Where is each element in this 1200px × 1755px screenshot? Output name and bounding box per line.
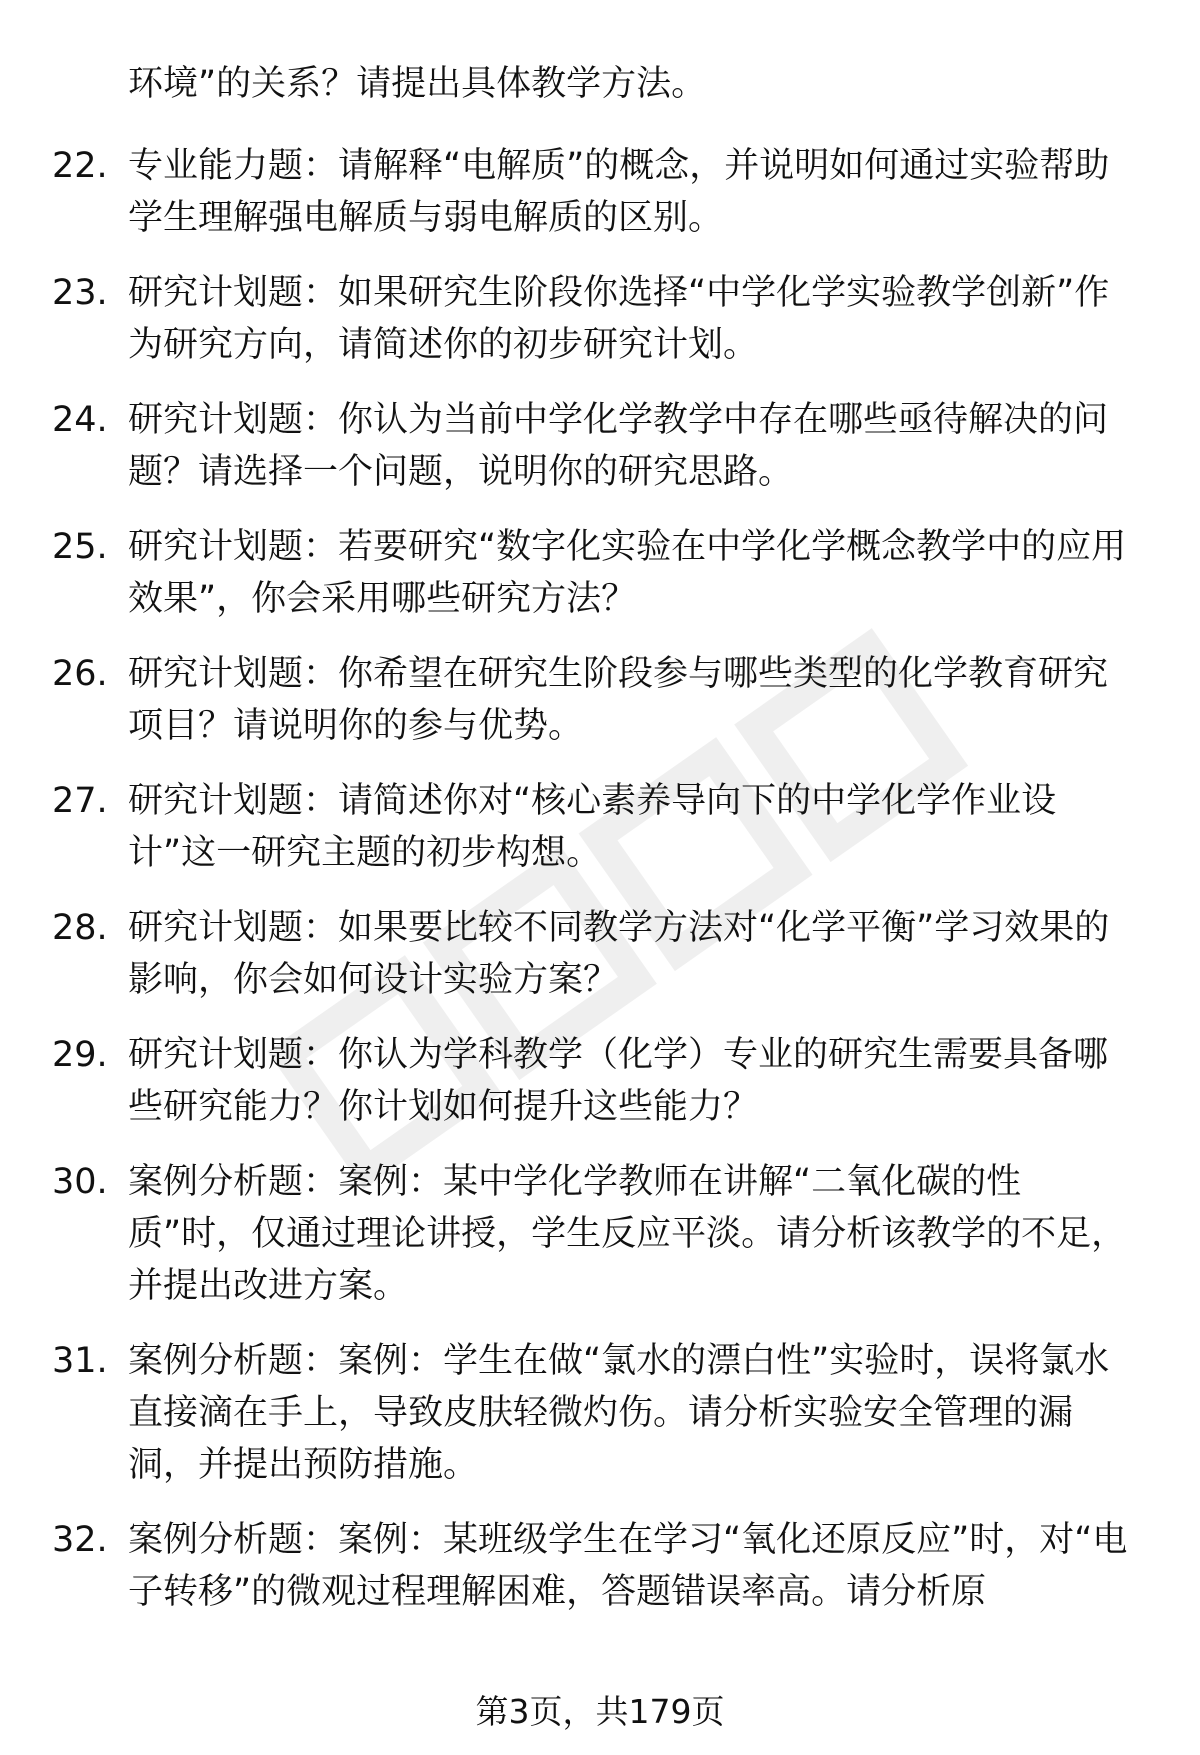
question-number: 29. [52, 1035, 108, 1075]
question-text: 案例分析题：案例：学生在做“氯水的漂白性”实验时，误将氯水直接滴在手上，导致皮肤轻微灼伤。请分析实验安全管理的漏洞，并提出预防措施。 [128, 1341, 1110, 1485]
question-text: 研究计划题：请简述你对“核心素养导向下的中学化学作业设计”这一研究主题的初步构想。 [128, 781, 1057, 873]
question-text: 案例分析题：案例：某中学化学教师在讲解“二氧化碳的性质”时，仅通过理论讲授，学生反应平淡。请分析该教学的不足，并提出改进方案。 [128, 1162, 1127, 1306]
question-text: 研究计划题：如果研究生阶段你选择“中学化学实验教学创新”作为研究方向，请简述你的初步研究计划。 [128, 273, 1110, 365]
question-number: 30. [52, 1162, 108, 1202]
question-text: 案例分析题：案例：某班级学生在学习“氧化还原反应”时，对“电子转移”的微观过程理解困难，答题错误率高。请分析原 [128, 1520, 1128, 1612]
question-item-31 [0, 1335, 1200, 1491]
question-list [0, 140, 1200, 1641]
question-number: 23. [52, 273, 108, 313]
question-number: 31. [52, 1341, 108, 1381]
question-number: 27. [52, 781, 108, 821]
question-text: 专业能力题：请解释“电解质”的概念，并说明如何通过实验帮助学生理解强电解质与弱电解质的区别。 [128, 146, 1110, 238]
page-footer: 第3页，共179页 [475, 1692, 725, 1731]
question-item-27 [0, 775, 1200, 879]
question-item-29 [0, 1029, 1200, 1133]
question-item-32 [0, 1514, 1200, 1618]
continuation-text: 环境”的关系？请提出具体教学方法。 [128, 64, 707, 104]
question-item-24 [0, 394, 1200, 498]
question-text: 研究计划题：若要研究“数字化实验在中学化学概念教学中的应用效果”，你会采用哪些研究方法？ [128, 527, 1127, 619]
question-item-26 [0, 648, 1200, 752]
question-item-25 [0, 521, 1200, 625]
question-number: 25. [52, 527, 108, 567]
question-item-22 [0, 140, 1200, 244]
question-number: 22. [52, 146, 108, 186]
question-item-30 [0, 1156, 1200, 1312]
question-number: 32. [52, 1520, 108, 1560]
question-number: 28. [52, 908, 108, 948]
question-number: 26. [52, 654, 108, 694]
question-item-28 [0, 902, 1200, 1006]
question-text: 研究计划题：你认为学科教学（化学）专业的研究生需要具备哪些研究能力？你计划如何提升这些能力？ [128, 1035, 1109, 1127]
question-number: 24. [52, 400, 108, 440]
question-item-23 [0, 267, 1200, 371]
question-text: 研究计划题：你认为当前中学化学教学中存在哪些亟待解决的问题？请选择一个问题，说明你的研究思路。 [128, 400, 1109, 492]
question-text: 研究计划题：如果要比较不同教学方法对“化学平衡”学习效果的影响，你会如何设计实验方案？ [128, 908, 1110, 1000]
question-text: 研究计划题：你希望在研究生阶段参与哪些类型的化学教育研究项目？请说明你的参与优势。 [128, 654, 1109, 746]
